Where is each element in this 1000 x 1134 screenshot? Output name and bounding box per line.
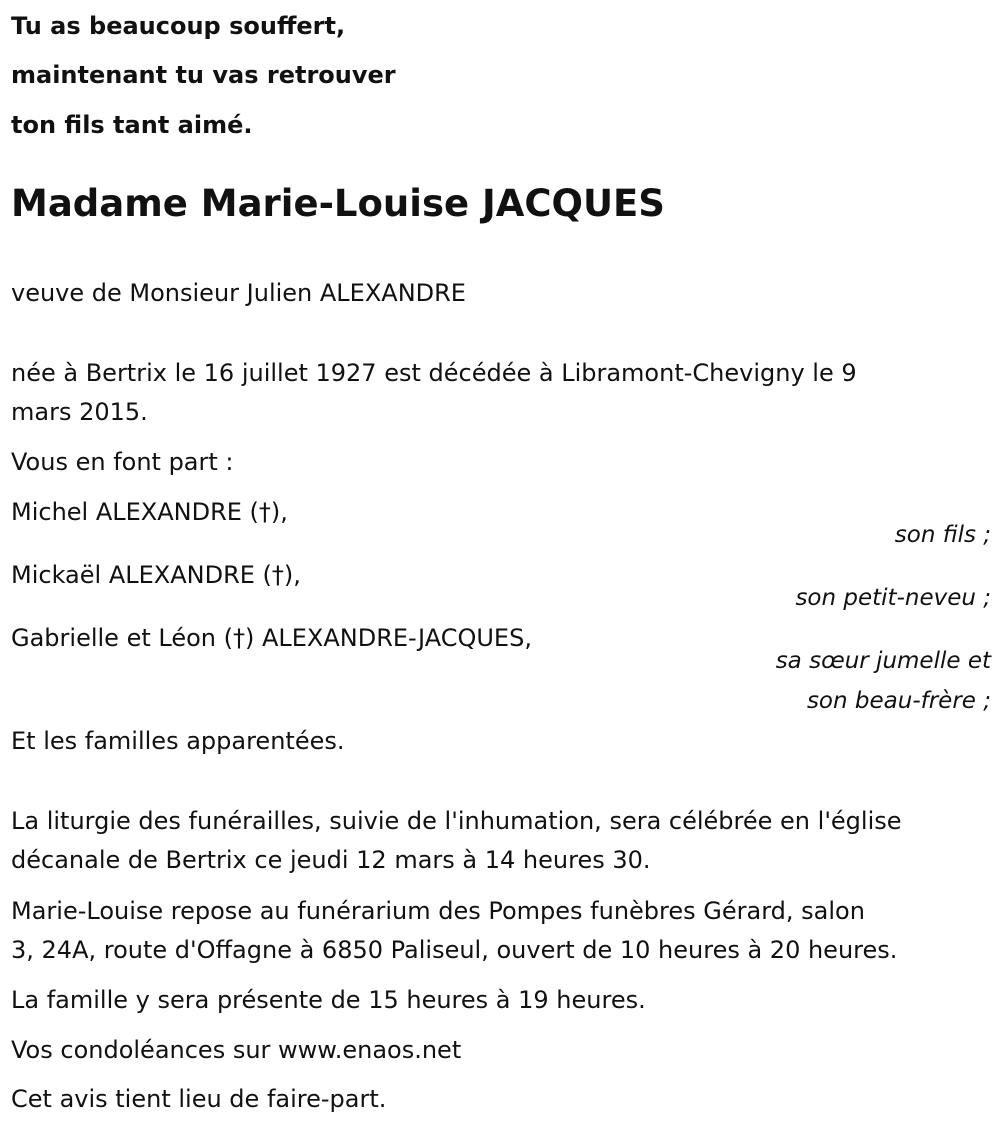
- mourner-relation-3a: sa sœur jumelle et: [775, 648, 991, 674]
- verse-line-1: Tu as beaucoup souffert,: [11, 12, 346, 40]
- repose-line-2: 3, 24A, route d'Offagne à 6850 Paliseul, ouvert de 10 heures à 20 heures.: [11, 936, 898, 964]
- funeral-line-1: La liturgie des funérailles, suivie de l'inhumation, sera célébrée en l'église: [11, 807, 902, 835]
- widow-of: veuve de Monsieur Julien ALEXANDRE: [11, 279, 466, 307]
- mourner-name-1: Michel ALEXANDRE (†),: [11, 498, 288, 526]
- notice-line: Cet avis tient lieu de faire-part.: [11, 1085, 387, 1113]
- condolences-line: Vos condoléances sur www.enaos.net: [11, 1036, 462, 1064]
- announce-intro: Vous en font part :: [11, 448, 234, 476]
- mourner-relation-3b: son beau-frère ;: [806, 688, 991, 714]
- mourner-name-2: Mickaël ALEXANDRE (†),: [11, 561, 301, 589]
- mourner-name-3: Gabrielle et Léon (†) ALEXANDRE-JACQUES,: [11, 624, 532, 652]
- presence-line: La famille y sera présente de 15 heures à 19 heures.: [11, 986, 646, 1014]
- mourner-relation-2: son petit-neveu ;: [795, 585, 991, 611]
- verse-line-3: ton fils tant aimé.: [11, 111, 253, 139]
- birth-death-line-1: née à Bertrix le 16 juillet 1927 est décédée à Libramont-Chevigny le 9: [11, 359, 857, 387]
- mourner-relation-1: son fils ;: [894, 522, 991, 548]
- families-line: Et les familles apparentées.: [11, 727, 345, 755]
- birth-death-line-2: mars 2015.: [11, 398, 148, 426]
- verse-line-2: maintenant tu vas retrouver: [11, 61, 396, 89]
- repose-line-1: Marie-Louise repose au funérarium des Pompes funèbres Gérard, salon: [11, 897, 865, 925]
- funeral-line-2: décanale de Bertrix ce jeudi 12 mars à 14 heures 30.: [11, 846, 651, 874]
- deceased-name: Madame Marie-Louise JACQUES: [11, 182, 665, 225]
